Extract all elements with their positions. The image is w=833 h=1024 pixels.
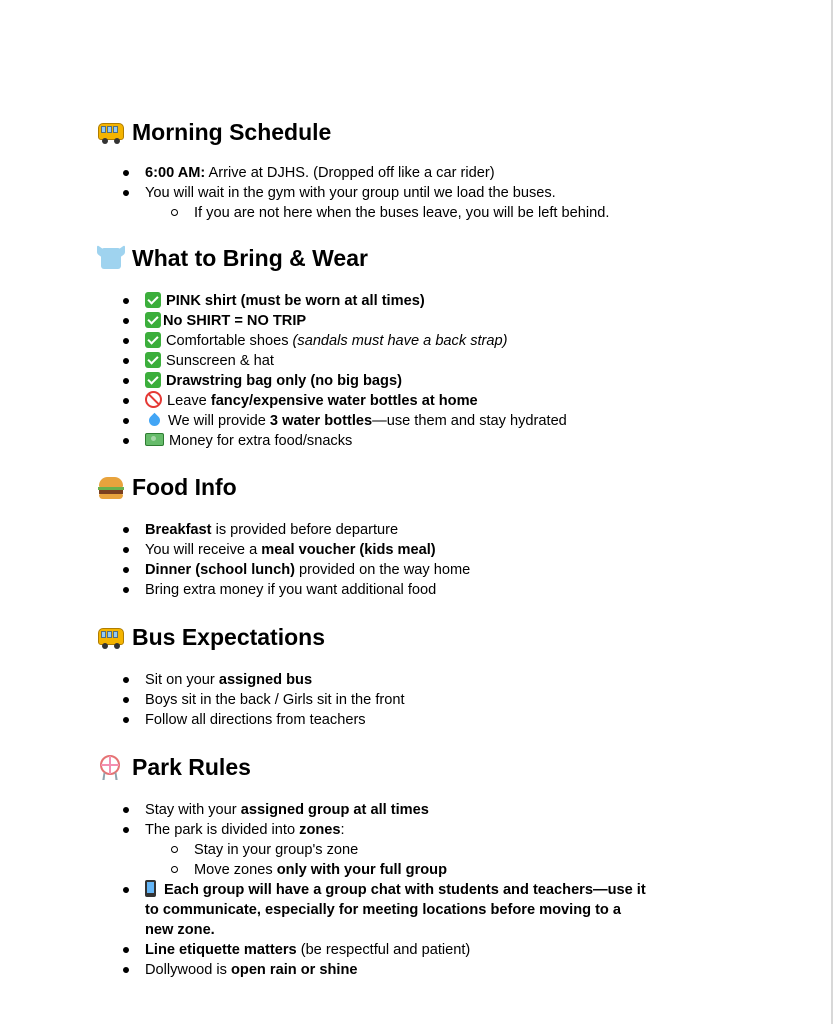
list-item: You will receive a meal voucher (kids meal) bbox=[97, 540, 797, 560]
section-food-info bbox=[97, 472, 797, 600]
list-item: The park is divided into zones: bbox=[97, 820, 797, 840]
section-what-to-bring bbox=[97, 243, 797, 451]
list-item: Sunscreen & hat bbox=[97, 351, 797, 371]
bring-list bbox=[97, 291, 797, 451]
list-item: We will provide 3 water bottles—use them and stay hydrated bbox=[97, 411, 797, 431]
list-item: Breakfast is provided before departure bbox=[97, 520, 797, 540]
list-item: Comfortable shoes (sandals must have a back strap) bbox=[97, 331, 797, 351]
list-item: Drawstring bag only (no big bags) bbox=[97, 371, 797, 391]
list-item: No SHIRT = NO TRIP bbox=[97, 311, 797, 331]
bus-icon bbox=[97, 119, 125, 145]
section-bus-expectations bbox=[97, 622, 797, 730]
bus-icon bbox=[97, 624, 125, 650]
list-item: Follow all directions from teachers bbox=[97, 710, 797, 730]
list-item: Boys sit in the back / Girls sit in the front bbox=[97, 690, 797, 710]
phone-icon bbox=[145, 880, 156, 897]
check-mark-icon bbox=[145, 292, 161, 308]
list-item: Bring extra money if you want additional food bbox=[97, 580, 797, 600]
tshirt-icon bbox=[97, 245, 125, 271]
no-entry-icon bbox=[145, 391, 162, 408]
heading-morning-schedule: Morning Schedule bbox=[97, 117, 797, 147]
check-mark-icon bbox=[145, 372, 161, 388]
bus-list bbox=[97, 670, 797, 730]
list-item: Each group will have a group chat with students and teachers—use it to communicate, especially for meeting locations before moving to a new zone. bbox=[97, 880, 797, 940]
sub-list-item: Stay in your group's zone bbox=[97, 840, 797, 860]
list-item: PINK shirt (must be worn at all times) bbox=[97, 291, 797, 311]
money-icon bbox=[145, 433, 164, 446]
section-morning-schedule bbox=[97, 117, 797, 223]
ferris-wheel-icon bbox=[97, 754, 125, 780]
heading-food-info: Food Info bbox=[97, 472, 797, 502]
list-item: Money for extra food/snacks bbox=[97, 431, 797, 451]
sub-list-item: Move zones only with your full group bbox=[97, 860, 797, 880]
list-item: Dollywood is open rain or shine bbox=[97, 960, 797, 980]
section-park-rules bbox=[97, 752, 797, 980]
list-item: Line etiquette matters (be respectful and patient) bbox=[97, 940, 797, 960]
list-item: Leave fancy/expensive water bottles at home bbox=[97, 391, 797, 411]
sub-list-item: If you are not here when the buses leave, you will be left behind. bbox=[97, 203, 797, 223]
water-drop-icon bbox=[147, 413, 163, 429]
food-list bbox=[97, 520, 797, 600]
document-body bbox=[97, 116, 797, 980]
heading-bus-expectations: Bus Expectations bbox=[97, 622, 797, 652]
list-item: 6:00 AM: Arrive at DJHS. (Dropped off like a car rider) bbox=[97, 163, 797, 183]
list-item: Dinner (school lunch) provided on the way home bbox=[97, 560, 797, 580]
list-item: You will wait in the gym with your group until we load the buses. bbox=[97, 183, 797, 203]
check-mark-icon bbox=[145, 352, 161, 368]
morning-list bbox=[97, 163, 797, 223]
burger-icon bbox=[97, 474, 125, 500]
heading-what-to-bring: What to Bring & Wear bbox=[97, 243, 797, 273]
park-list bbox=[97, 800, 797, 980]
check-mark-icon bbox=[145, 312, 161, 328]
heading-park-rules: Park Rules bbox=[97, 752, 797, 782]
check-mark-icon bbox=[145, 332, 161, 348]
list-item: Stay with your assigned group at all times bbox=[97, 800, 797, 820]
list-item: Sit on your assigned bus bbox=[97, 670, 797, 690]
